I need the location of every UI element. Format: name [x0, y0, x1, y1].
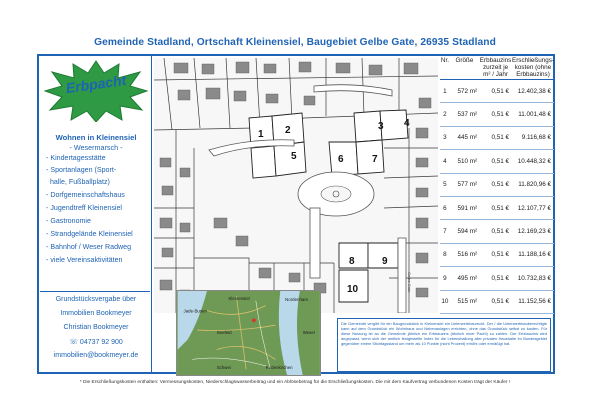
table-cell: 10.448,32 € — [512, 150, 554, 173]
contact-line: Grundstücksvergabe über — [55, 296, 137, 303]
living-title: Wohnen in Kleinensiel — [55, 133, 137, 142]
plots-table — [440, 56, 554, 308]
header-nr: Nr. — [440, 56, 450, 80]
table-row — [440, 103, 554, 126]
table-row — [440, 220, 554, 243]
header-cost: Erschließungs-kosten (ohne Erbbauzins) — [512, 57, 554, 78]
inset-label: Jade-Busen — [183, 308, 207, 314]
plot-number: 4 — [404, 118, 410, 129]
table-cell: 4 — [440, 150, 450, 173]
amenity-item: - Jugendtreff Kleinensiel — [46, 204, 122, 212]
table-cell: 594 m² — [450, 220, 479, 243]
inset-label: Kleinensiel — [228, 295, 250, 301]
amenity-item: - Bahnhof / Weser Radweg — [46, 243, 132, 251]
table-row — [440, 267, 554, 290]
table-cell: 515 m² — [450, 290, 479, 313]
table-cell: 591 m² — [450, 196, 479, 219]
table-cell: 0,51 € — [479, 243, 512, 266]
table-cell: 5 — [440, 173, 450, 196]
table-row — [440, 243, 554, 266]
inset-label: Seefeld — [216, 329, 232, 335]
contact-phone[interactable]: ☏ 04737 92 900 — [69, 339, 123, 346]
table-cell: 12.402,38 € — [512, 80, 554, 103]
table-cell: 11.820,96 € — [512, 173, 554, 196]
plot-number: 7 — [372, 154, 378, 165]
table-cell: 0,51 € — [479, 173, 512, 196]
table-cell: 9.116,68 € — [512, 126, 554, 149]
table-row — [440, 173, 554, 196]
plot-number: 5 — [291, 151, 297, 162]
table-cell: 0,51 € — [479, 196, 512, 219]
table-row — [440, 150, 554, 173]
table-cell: 0,51 € — [479, 290, 512, 313]
inset-label: Weser — [302, 329, 316, 335]
table-cell: 10.732,83 € — [512, 267, 554, 290]
amenity-item: - viele Vereinsaktivitäten — [46, 256, 123, 264]
plot-number: 2 — [285, 125, 291, 136]
table-cell: 516 m² — [450, 243, 479, 266]
page-title: Gemeinde Stadland, Ortschaft Kleinensiel, Baugebiet Gelbe Gate, 26935 Stadland — [94, 37, 496, 48]
living-subtitle: - Wesermarsch - — [69, 143, 123, 152]
plot-number: 6 — [338, 154, 344, 165]
amenity-item: - Dorfgemeinschaftshaus — [46, 191, 125, 199]
table-cell: 0,51 € — [479, 267, 512, 290]
plot-number: 9 — [382, 256, 388, 267]
contact-company: Immobilien Bookmeyer — [60, 310, 132, 317]
amenity-item: - Strandgelände Kleinensiel — [46, 230, 133, 238]
amenity-item: halle, Fußballplatz) — [46, 178, 110, 186]
table-cell: 11.152,56 € — [512, 290, 554, 313]
table-cell: 572 m² — [450, 80, 479, 103]
table-cell: 0,51 € — [479, 150, 512, 173]
contact-email[interactable]: immobilien@bookmeyer.de — [53, 352, 139, 359]
erbbaurecht-info-box: Die Gemeinde vergibt für ein Baugrundstück in Kleinensiel ein Unterwerbbaurecht. Der / die Unterwerbbauberechtigte kann auf dem Grundstück ein Wohnhaus und Nebenanlagen errichten, ohne das Grundstück selbst zu kaufen. Für diese Nutzung ist an die Gemeinde jährlich ein Erbbauzins (ähnlich einer Pacht) zu zahlen. Der Erbbauzins wird angepasst, wenn sich der amtlich festgestellte Index für die Lebenshaltung aller privaten Haushalte im Bundesgebiet gegenüber einem Stichtagsstand um mehr als 10 Punkte (nicht Prozent) erhöht oder ermäßigt hat. — [337, 318, 551, 372]
table-cell: 577 m² — [450, 173, 479, 196]
street-label: Gelbe Gate — [407, 272, 412, 293]
table-cell: 6 — [440, 196, 450, 219]
plot-number: 10 — [347, 284, 359, 295]
table-cell: 510 m² — [450, 150, 479, 173]
amenity-item: - Gastronomie — [46, 217, 91, 225]
contact-person: Christian Bookmeyer — [63, 324, 129, 331]
table-cell: 0,51 € — [479, 126, 512, 149]
table-cell: 8 — [440, 243, 450, 266]
inset-label: Rodenkirchen — [265, 365, 293, 371]
erbpacht-label: Erbpacht — [64, 71, 128, 97]
header-size: Größe — [450, 56, 479, 80]
table-row — [440, 290, 554, 313]
table-cell: 0,51 € — [479, 220, 512, 243]
table-cell: 495 m² — [450, 267, 479, 290]
footnote: * Die Erschließungskosten enthalten: Vermessungskosten, Niederschlagswasserbeitrag und ein Ablösebetrag für die Erschließungskosten. Die mit dem Kaufvertrag verbundenen Kosten trägt der Käufer ! — [79, 380, 511, 385]
plot-number: 8 — [349, 256, 355, 267]
table-row — [440, 126, 554, 149]
inset-label: Nordenham — [285, 296, 309, 302]
plot-number: 3 — [378, 121, 384, 132]
amenity-item: - Sportanlagen (Sport- — [46, 166, 117, 174]
table-cell: 7 — [440, 220, 450, 243]
table-cell: 10 — [440, 290, 450, 313]
table-cell: 445 m² — [450, 126, 479, 149]
table-cell: 537 m² — [450, 103, 479, 126]
plot-number: 1 — [258, 129, 264, 140]
table-cell: 2 — [440, 103, 450, 126]
table-row — [440, 80, 554, 103]
table-cell: 12.107,77 € — [512, 196, 554, 219]
table-cell: 12.169,23 € — [512, 220, 554, 243]
table-header-row — [440, 56, 554, 80]
header-rate: Erbbauzins zurzeit je m² / Jahr — [479, 57, 512, 78]
contact-separator — [40, 291, 150, 292]
table-cell: 9 — [440, 267, 450, 290]
table-row — [440, 196, 554, 219]
table-cell: 3 — [440, 126, 450, 149]
table-cell: 0,51 € — [479, 103, 512, 126]
table-cell: 0,51 € — [479, 80, 512, 103]
amenity-item: - Kindertagesstätte — [46, 154, 106, 162]
site-plan-map — [154, 58, 438, 313]
table-cell: 11.188,16 € — [512, 243, 554, 266]
inset-label: Schwei — [216, 365, 231, 371]
table-cell: 1 — [440, 80, 450, 103]
location-inset-map — [176, 290, 321, 376]
table-cell: 11.001,48 € — [512, 103, 554, 126]
